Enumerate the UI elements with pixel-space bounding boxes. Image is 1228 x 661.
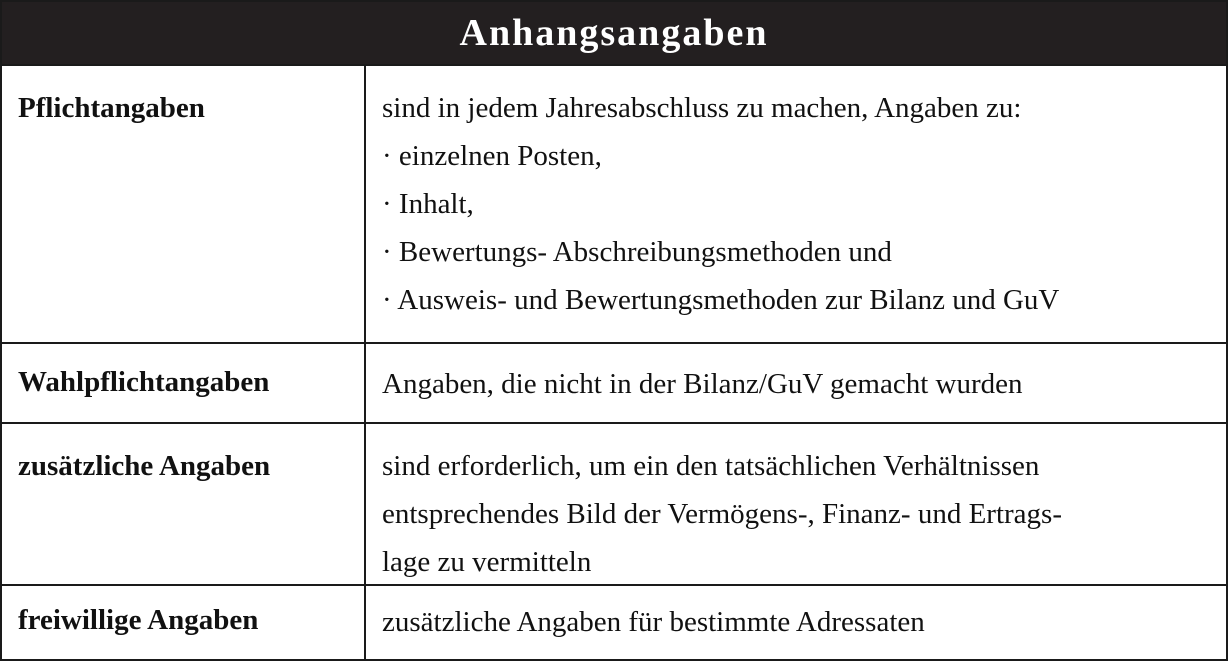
table-row-pflichtangaben [2,64,1226,342]
row-description [366,424,1226,584]
description-line: sind in jedem Jahresabschluss zu machen, Angaben zu: [382,92,1022,124]
row-label: Pflichtangaben [2,66,366,342]
description-bullet: · Ausweis- und Bewertungsmethoden zur Bilanz und GuV [382,284,1060,316]
row-description [366,66,1226,342]
description-line: Angaben, die nicht in der Bilanz/GuV gemacht wurden [382,368,1023,400]
description-line: sind erforderlich, um ein den tatsächlichen Verhältnissen [382,450,1040,482]
description-line: lage zu vermitteln [382,546,592,578]
table-title: Anhangsangaben [2,2,1226,64]
row-label: Wahlpflichtangaben [2,344,366,422]
description-bullet: · Bewertungs- Abschreibungsmethoden und [382,236,892,268]
row-description [366,344,1226,422]
table-row-wahlpflichtangaben [2,342,1226,422]
description-bullet: · Inhalt, [382,188,474,220]
table-row-freiwillige-angaben [2,584,1226,659]
row-label: zusätzliche Angaben [2,424,366,584]
row-label: freiwillige Angaben [2,586,366,659]
table-row-zusaetzliche-angaben [2,422,1226,584]
description-line: entsprechendes Bild der Vermögens-, Finanz- und Ertrags- [382,498,1062,530]
row-description [366,586,1226,659]
description-bullet: · einzelnen Posten, [382,140,602,172]
description-line: zusätzliche Angaben für bestimmte Adressaten [382,606,925,638]
